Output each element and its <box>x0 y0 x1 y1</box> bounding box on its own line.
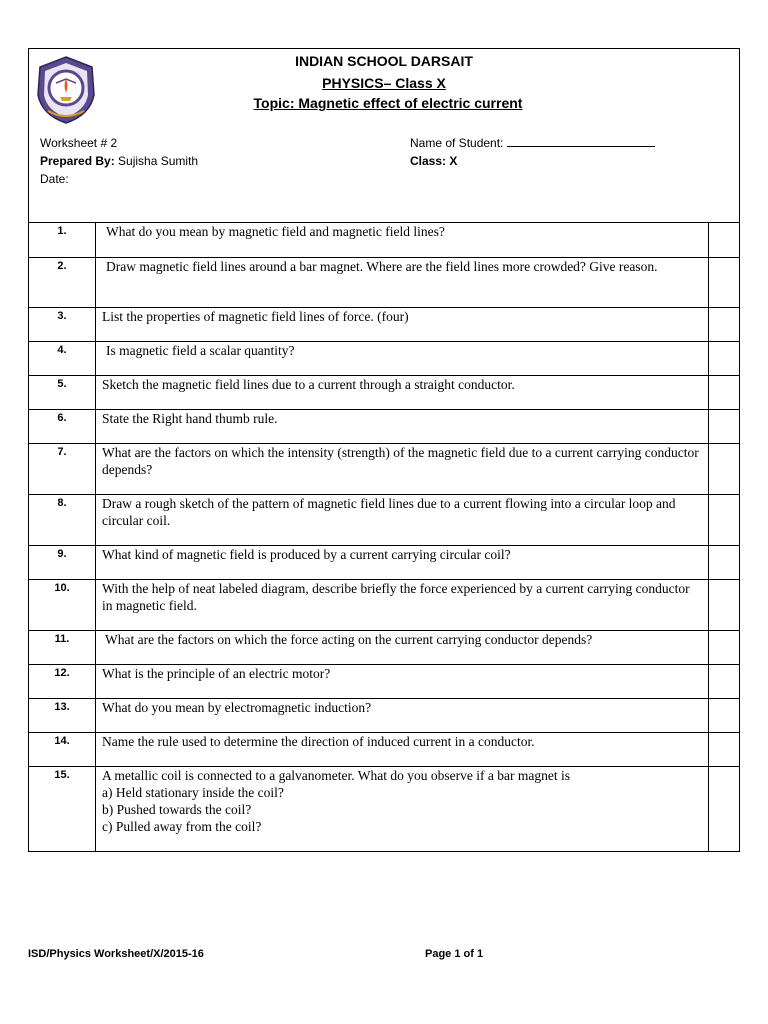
student-name-field <box>410 136 655 150</box>
class-label <box>410 154 457 168</box>
question-number: 1. <box>29 223 96 258</box>
question-text: Is magnetic field a scalar quantity? <box>96 342 709 376</box>
question-number: 15. <box>29 767 96 852</box>
table-row <box>29 258 740 308</box>
question-text: What kind of magnetic field is produced by a current carrying circular coil? <box>96 546 709 580</box>
marks-cell <box>709 495 740 546</box>
table-row <box>29 699 740 733</box>
question-text: Name the rule used to determine the direction of induced current in a conductor. <box>96 733 709 767</box>
marks-cell <box>709 444 740 495</box>
question-number: 8. <box>29 495 96 546</box>
question-number: 7. <box>29 444 96 495</box>
question-text: State the Right hand thumb rule. <box>96 410 709 444</box>
question-text: Draw a rough sketch of the pattern of magnetic field lines due to a current flowing into a circular loop and circular coil. <box>96 495 709 546</box>
question-number: 6. <box>29 410 96 444</box>
date-label: Date: <box>40 172 69 186</box>
subpart-b: b) Pushed towards the coil? <box>102 802 252 817</box>
question-number: 4. <box>29 342 96 376</box>
worksheet-number: Worksheet # 2 <box>40 136 118 150</box>
table-row <box>29 223 740 258</box>
question-text: Draw magnetic field lines around a bar magnet. Where are the field lines more crowded? Give reason. <box>96 258 709 308</box>
table-row <box>29 631 740 665</box>
question-number: 13. <box>29 699 96 733</box>
table-row <box>29 733 740 767</box>
table-row <box>29 376 740 410</box>
table-row <box>29 342 740 376</box>
question-number: 2. <box>29 258 96 308</box>
student-name-blank <box>507 136 655 147</box>
table-row <box>29 410 740 444</box>
subpart-c: c) Pulled away from the coil? <box>102 819 262 834</box>
question-text: What is the principle of an electric motor? <box>96 665 709 699</box>
table-row <box>29 767 740 852</box>
question-text: What do you mean by electromagnetic induction? <box>96 699 709 733</box>
questions-table <box>28 222 740 852</box>
footer-left: ISD/Physics Worksheet/X/2015-16 <box>28 948 204 960</box>
table-row <box>29 580 740 631</box>
question-stem: A metallic coil is connected to a galvanometer. What do you observe if a bar magnet is <box>102 768 570 783</box>
marks-cell <box>709 223 740 258</box>
question-number: 10. <box>29 580 96 631</box>
question-number: 9. <box>29 546 96 580</box>
table-row <box>29 495 740 546</box>
marks-cell <box>709 546 740 580</box>
marks-cell <box>709 258 740 308</box>
marks-cell <box>709 733 740 767</box>
school-name: INDIAN SCHOOL DARSAIT <box>295 53 473 69</box>
table-row <box>29 444 740 495</box>
question-text: Sketch the magnetic field lines due to a current through a straight conductor. <box>96 376 709 410</box>
question-number: 5. <box>29 376 96 410</box>
question-number: 14. <box>29 733 96 767</box>
marks-cell <box>709 631 740 665</box>
subpart-a: a) Held stationary inside the coil? <box>102 785 284 800</box>
marks-cell <box>709 580 740 631</box>
question-text: With the help of neat labeled diagram, describe briefly the force experienced by a current carrying conductor in magnetic field. <box>96 580 709 631</box>
marks-cell <box>709 342 740 376</box>
prepared-by <box>40 154 198 168</box>
marks-cell <box>709 376 740 410</box>
table-row <box>29 665 740 699</box>
table-row <box>29 546 740 580</box>
marks-cell <box>709 699 740 733</box>
table-row <box>29 308 740 342</box>
prepared-by-value: Sujisha Sumith <box>118 154 199 168</box>
marks-cell <box>709 665 740 699</box>
question-text: What are the factors on which the intensity (strength) of the magnetic field due to a current carrying conductor depends? <box>96 444 709 495</box>
class-label-text: Class: X <box>410 154 458 168</box>
question-number: 11. <box>29 631 96 665</box>
prepared-by-label: Prepared By: <box>40 154 115 168</box>
question-text <box>96 767 709 852</box>
question-text: What are the factors on which the force acting on the current carrying conductor depends? <box>96 631 709 665</box>
marks-cell <box>709 410 740 444</box>
question-text: List the properties of magnetic field lines of force. (four) <box>96 308 709 342</box>
marks-cell <box>709 308 740 342</box>
page-number: Page 1 of 1 <box>425 948 484 960</box>
topic-title: Topic: Magnetic effect of electric current <box>253 95 523 111</box>
question-number: 3. <box>29 308 96 342</box>
subject-title: PHYSICS– Class X <box>322 75 446 91</box>
question-number: 12. <box>29 665 96 699</box>
student-name-label: Name of Student: <box>410 136 504 150</box>
marks-cell <box>709 767 740 852</box>
question-text: What do you mean by magnetic field and magnetic field lines? <box>96 223 709 258</box>
